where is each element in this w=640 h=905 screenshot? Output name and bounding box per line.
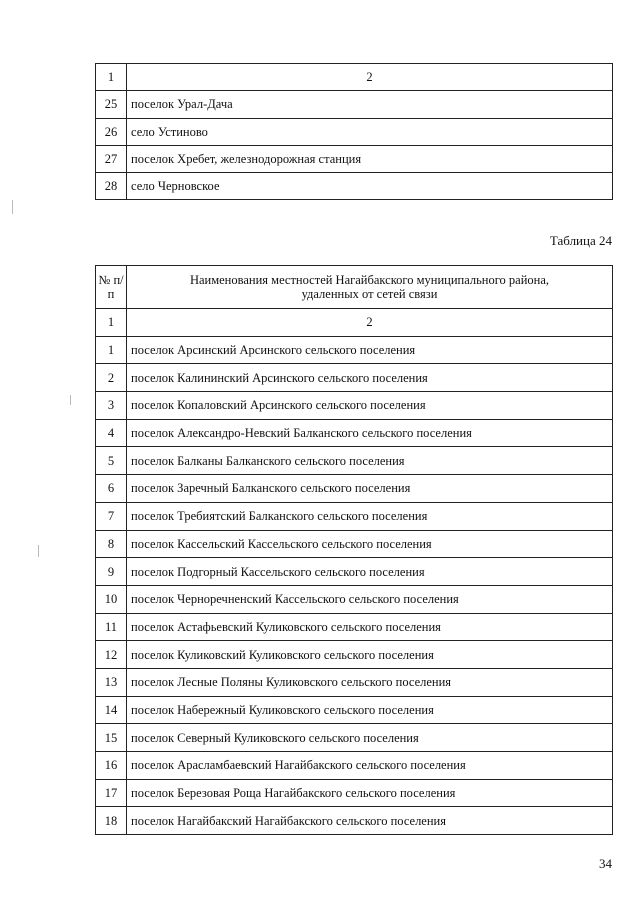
table-caption: Таблица 24 [549,233,612,248]
row-number: 3 [96,392,127,420]
table-row [96,447,613,475]
table-row [96,475,613,503]
locality-name: поселок Лесные Поляны Куликовского сельского поселения [127,668,613,696]
table-row [96,807,613,835]
locality-name: поселок Александро-Невский Балканского сельского поселения [127,419,613,447]
locality-name: поселок Березовая Роща Нагайбакского сельского поселения [127,779,613,807]
locality-name: поселок Урал-Дача [127,91,613,118]
table-row [96,530,613,558]
row-number: 9 [96,558,127,586]
locality-name: поселок Балканы Балканского сельского поселения [127,447,613,475]
locality-name: село Черновское [127,173,613,200]
table-row [96,641,613,669]
row-number: 14 [96,696,127,724]
scan-mark [70,395,71,405]
locality-name: поселок Астафьевский Куликовского сельского поселения [127,613,613,641]
row-number: 2 [96,364,127,392]
locality-name: поселок Куликовский Куликовского сельского поселения [127,641,613,669]
locality-name: село Устиново [127,118,613,145]
row-number: 5 [96,447,127,475]
row-number: 26 [96,118,127,145]
locality-name: поселок Калининский Арсинского сельского поселения [127,364,613,392]
locality-name: поселок Хребет, железнодорожная станция [127,145,613,172]
locality-name: поселок Нагайбакский Нагайбакского сельского поселения [127,807,613,835]
table-row [96,145,613,172]
continuation-table [95,63,613,200]
row-number: 25 [96,91,127,118]
row-number: 12 [96,641,127,669]
row-number: 6 [96,475,127,503]
locality-name: поселок Черноречненский Кассельского сельского поселения [127,585,613,613]
table-cell: 2 [127,309,613,337]
locality-name: поселок Подгорный Кассельского сельского поселения [127,558,613,586]
table-row [96,91,613,118]
row-number: 7 [96,502,127,530]
table-cell: 2 [127,64,613,91]
table-cell: 1 [96,309,127,337]
table-row [96,779,613,807]
locality-name: поселок Арсинский Арсинского сельского поселения [127,336,613,364]
locality-name: поселок Северный Куликовского сельского поселения [127,724,613,752]
table-index-row [96,64,613,91]
table-row [96,613,613,641]
row-number: 1 [96,336,127,364]
table-row [96,392,613,420]
locality-name: поселок Требиятский Балканского сельского поселения [127,502,613,530]
page-number: 34 [599,856,612,871]
table-row [96,668,613,696]
row-number: 4 [96,419,127,447]
locality-name: поселок Кассельский Кассельского сельского поселения [127,530,613,558]
table-row [96,696,613,724]
locality-name: поселок Копаловский Арсинского сельского поселения [127,392,613,420]
table-cell: 1 [96,64,127,91]
table-row [96,173,613,200]
table-row [96,585,613,613]
table-row [96,364,613,392]
row-number: 17 [96,779,127,807]
table-row [96,336,613,364]
row-number: 15 [96,724,127,752]
row-number: 13 [96,668,127,696]
table-row [96,118,613,145]
locality-name: поселок Заречный Балканского сельского поселения [127,475,613,503]
row-number: 11 [96,613,127,641]
row-number: 8 [96,530,127,558]
column-header-name: Наименования местностей Нагайбакского муниципального района, удаленных от сетей связи [127,266,613,309]
table-row [96,558,613,586]
row-number: 27 [96,145,127,172]
table-row [96,724,613,752]
table-header-row [96,266,613,309]
localities-table [95,265,613,835]
row-number: 28 [96,173,127,200]
locality-name: поселок Набережный Куликовского сельского поселения [127,696,613,724]
table-row [96,419,613,447]
column-header-number: № п/п [96,266,127,309]
scan-mark [38,545,39,557]
table-row [96,752,613,780]
row-number: 10 [96,585,127,613]
row-number: 16 [96,752,127,780]
locality-name: поселок Арасламбаевский Нагайбакского сельского поселения [127,752,613,780]
table-index-row [96,309,613,337]
row-number: 18 [96,807,127,835]
scan-mark [12,200,13,214]
table-row [96,502,613,530]
